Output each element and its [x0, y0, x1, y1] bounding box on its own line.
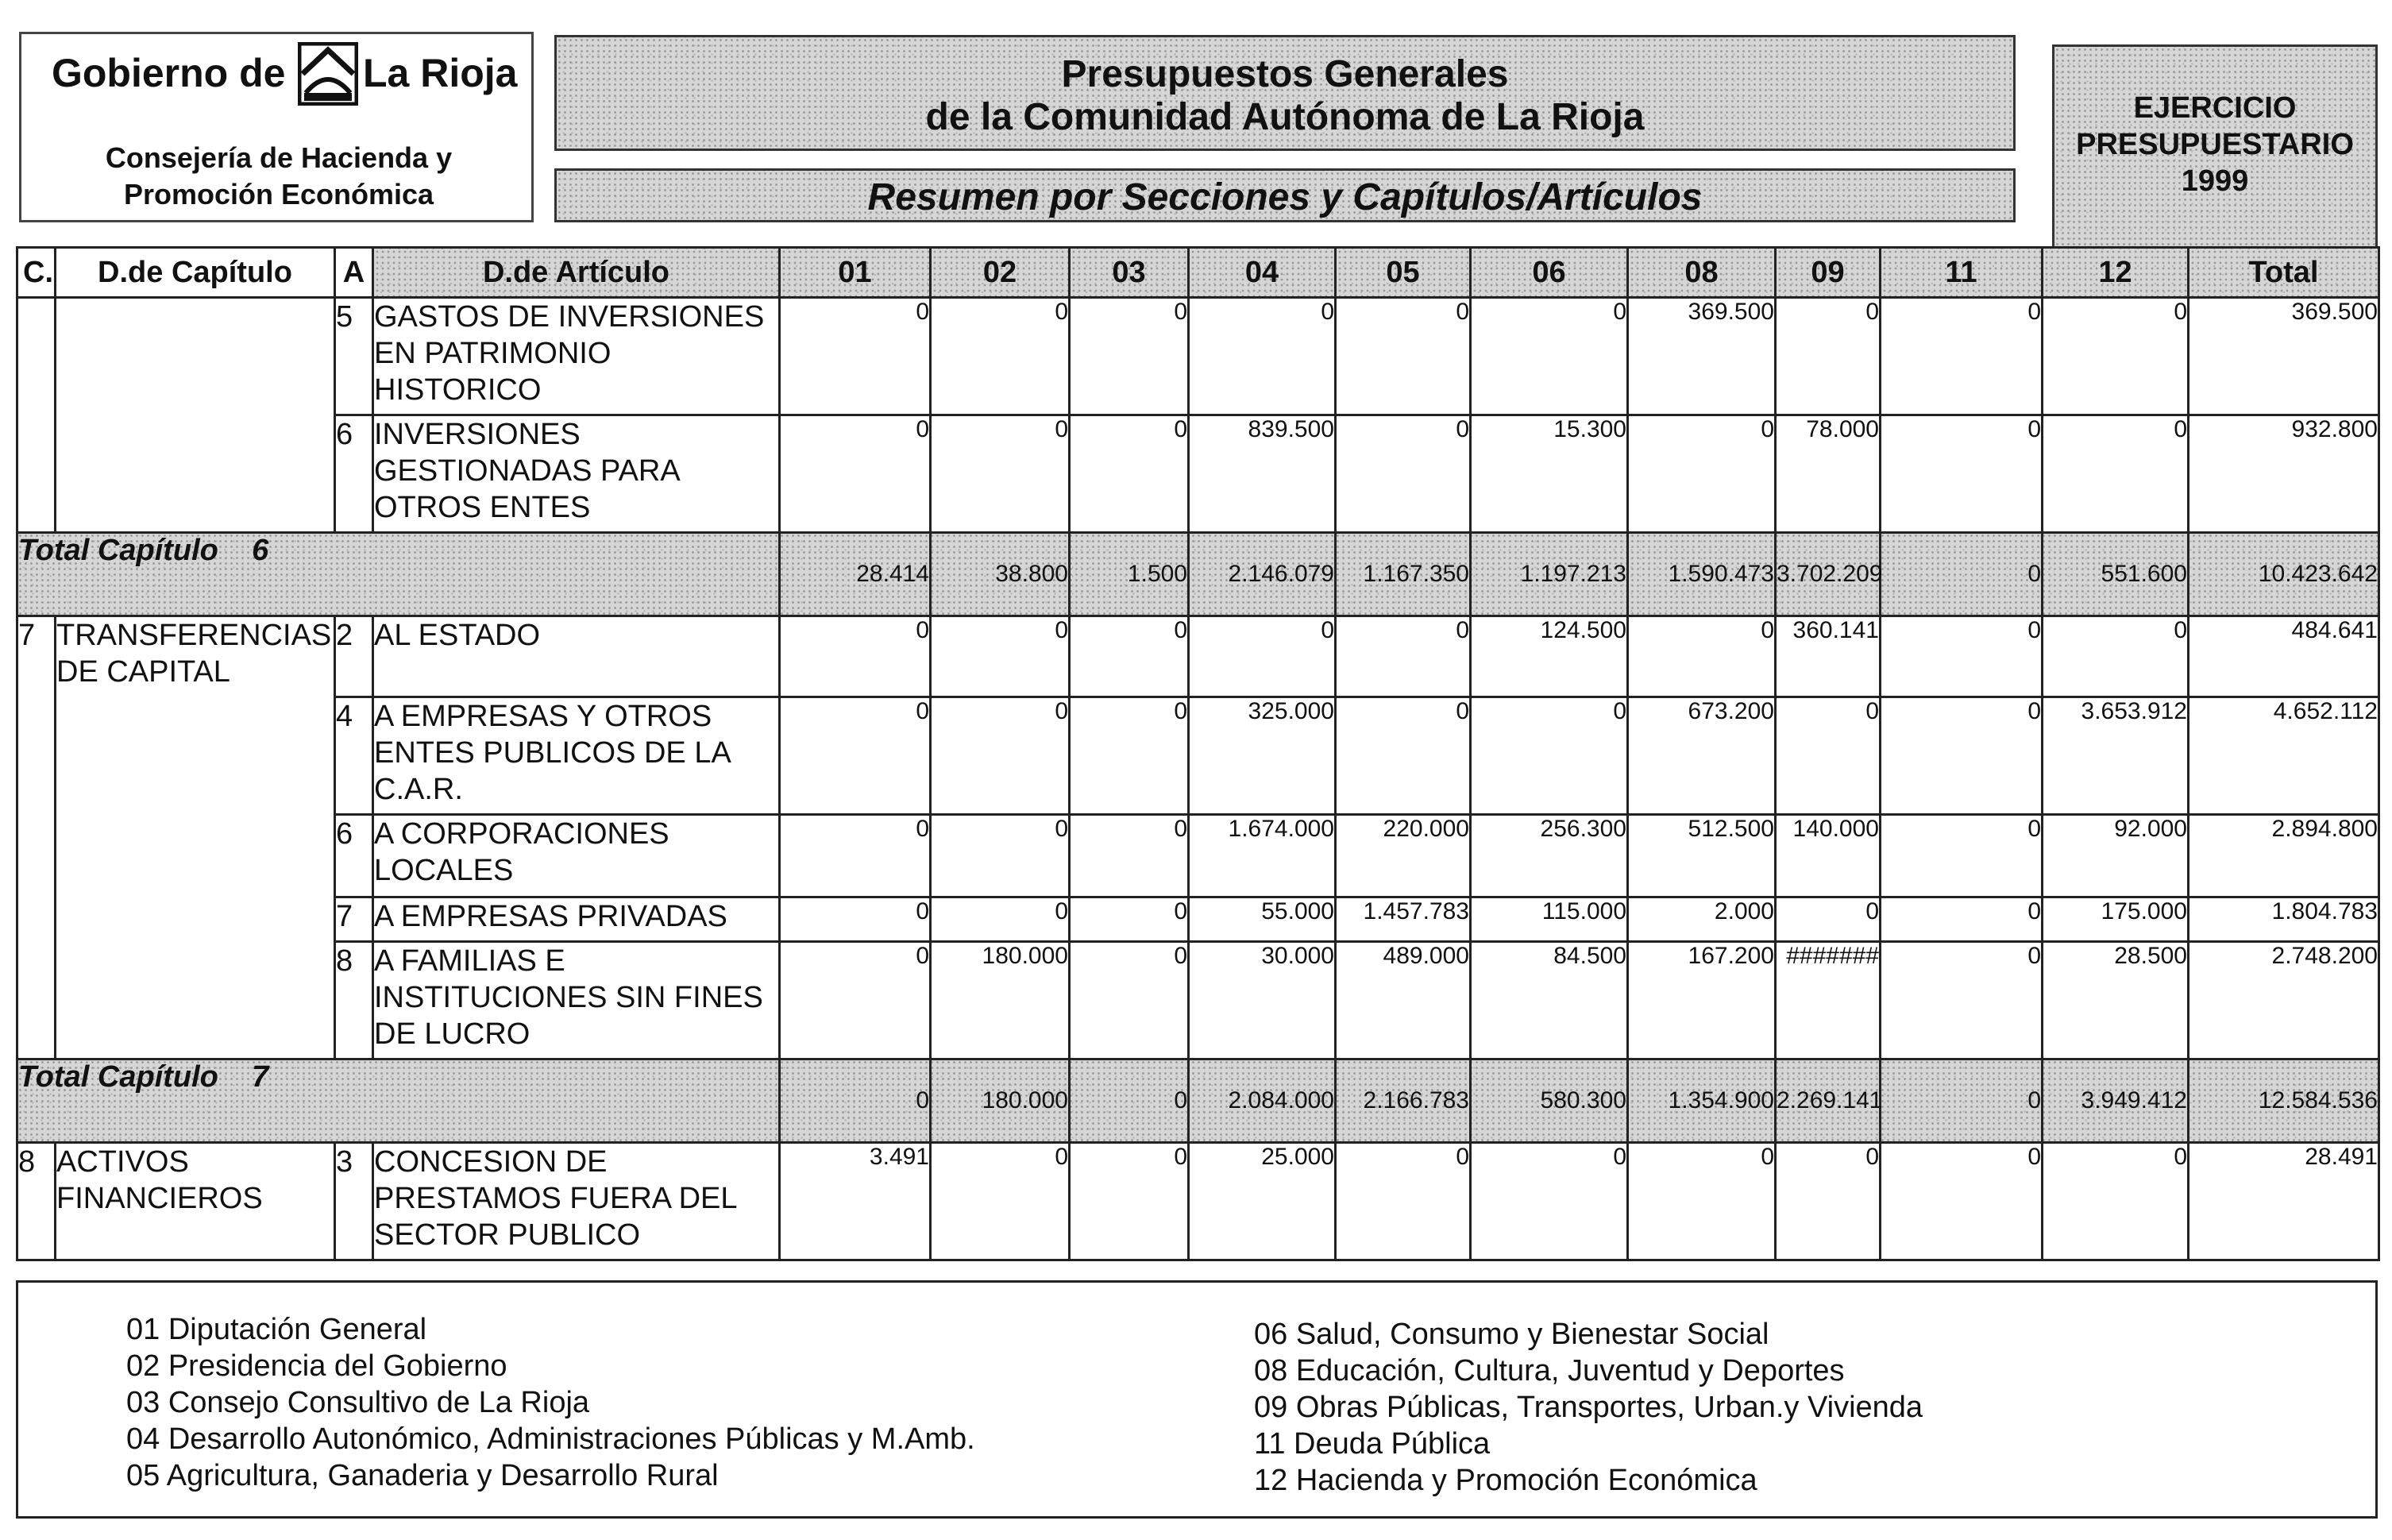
col-header-section-05: 05	[1336, 248, 1471, 298]
value-cell: 15.300	[1471, 415, 1628, 533]
value-cell: 0	[1189, 616, 1336, 697]
value-cell: 0	[931, 616, 1070, 697]
value-cell: 180.000	[931, 942, 1070, 1059]
row-total-cell: 2.748.200	[2189, 942, 2379, 1059]
articulo-code: 6	[335, 415, 373, 533]
legend-item: 12 Hacienda y Promoción Económica	[1254, 1464, 1757, 1497]
row-total-cell: 932.800	[2189, 415, 2379, 533]
capitulo-name: TRANSFERENCIAS DE CAPITAL	[56, 616, 335, 1059]
total-value-cell: 1.167.350	[1336, 533, 1471, 616]
legend-item: 11 Deuda Pública	[1254, 1427, 1491, 1461]
table-row	[17, 298, 2379, 415]
col-header-section-04: 04	[1189, 248, 1336, 298]
total-value-cell: 3.949.412	[2043, 1059, 2189, 1143]
total-value-cell: 580.300	[1471, 1059, 1628, 1143]
value-cell: 0	[1881, 616, 2043, 697]
value-cell: 1.457.783	[1336, 897, 1471, 942]
value-cell: 0	[1070, 616, 1189, 697]
table-row	[17, 815, 2379, 897]
articulo-name: A FAMILIAS E INSTITUCIONES SIN FINES DE LUCRO	[373, 942, 780, 1059]
total-value-cell: 0	[1881, 533, 2043, 616]
legend-item: 06 Salud, Consumo y Bienestar Social	[1254, 1318, 1769, 1351]
articulo-name: A EMPRESAS Y OTROS ENTES PUBLICOS DE LA C.A.R.	[373, 697, 780, 815]
col-header-section-08: 08	[1628, 248, 1776, 298]
value-cell: 115.000	[1471, 897, 1628, 942]
value-cell: 0	[931, 897, 1070, 942]
total-value-cell: 2.166.783	[1336, 1059, 1471, 1143]
header-government-block	[19, 32, 534, 222]
fiscal-year-block	[2052, 44, 2378, 253]
articulo-code: 5	[335, 298, 373, 415]
legend-item: 05 Agricultura, Ganaderia y Desarrollo Rural	[126, 1459, 719, 1492]
col-header-c: C.	[17, 248, 56, 298]
row-total-cell: 369.500	[2189, 298, 2379, 415]
legend-item: 03 Consejo Consultivo de La Rioja	[126, 1386, 590, 1419]
table-row	[17, 697, 2379, 815]
capitulo-code: 7	[17, 616, 56, 1059]
value-cell: 325.000	[1189, 697, 1336, 815]
government-region: La Rioja	[363, 51, 518, 95]
value-cell: 3.491	[780, 1143, 931, 1260]
document-title-block	[554, 35, 2016, 151]
articulo-name: A EMPRESAS PRIVADAS	[373, 897, 780, 942]
col-header-articulo: D.de Artículo	[373, 248, 780, 298]
value-cell: 0	[1881, 815, 2043, 897]
total-value-cell: 28.414	[780, 533, 931, 616]
value-cell: 0	[1070, 942, 1189, 1059]
col-header-section-11: 11	[1881, 248, 2043, 298]
row-total-cell: 2.894.800	[2189, 815, 2379, 897]
la-rioja-logo-icon	[298, 42, 358, 106]
articulo-code: 3	[335, 1143, 373, 1260]
value-cell: 360.141	[1776, 616, 1881, 697]
government-prefix: Gobierno de	[52, 51, 286, 95]
value-cell: 0	[780, 415, 931, 533]
value-cell: 0	[1070, 298, 1189, 415]
value-cell: 1.674.000	[1189, 815, 1336, 897]
value-cell: 84.500	[1471, 942, 1628, 1059]
budget-summary-table	[16, 246, 2380, 1261]
capitulo-code-cell	[17, 298, 56, 533]
col-header-total: Total	[2189, 248, 2379, 298]
value-cell: 0	[1070, 897, 1189, 942]
value-cell: 25.000	[1189, 1143, 1336, 1260]
table-row	[17, 616, 2379, 697]
value-cell: 0	[780, 815, 931, 897]
value-cell: 0	[780, 616, 931, 697]
articulo-name: A CORPORACIONES LOCALES	[373, 815, 780, 897]
articulo-name: GASTOS DE INVERSIONES EN PATRIMONIO HISTORICO	[373, 298, 780, 415]
value-cell: 0	[780, 697, 931, 815]
value-cell: 673.200	[1628, 697, 1776, 815]
value-cell: 369.500	[1628, 298, 1776, 415]
chapter-total-label: Total Capítulo 6	[17, 533, 780, 616]
value-cell: 0	[1189, 298, 1336, 415]
total-value-cell: 1.197.213	[1471, 533, 1628, 616]
document-subtitle: Resumen por Secciones y Capítulos/Artículos	[867, 176, 1703, 218]
fiscal-year: 1999	[2181, 164, 2249, 198]
legend-item: 02 Presidencia del Gobierno	[126, 1349, 507, 1383]
articulo-code: 2	[335, 616, 373, 697]
total-value-cell: 1.354.900	[1628, 1059, 1776, 1143]
value-cell: 0	[1471, 1143, 1628, 1260]
value-cell: 0	[1471, 697, 1628, 815]
table-row	[17, 1143, 2379, 1260]
value-cell: 0	[1471, 298, 1628, 415]
legend-item: 08 Educación, Cultura, Juventud y Deportes	[1254, 1354, 1845, 1388]
value-cell: 256.300	[1471, 815, 1628, 897]
value-cell: 0	[1070, 415, 1189, 533]
articulo-name: AL ESTADO	[373, 616, 780, 697]
department-line-1: Consejería de Hacienda y	[105, 141, 453, 174]
value-cell: 3.653.912	[2043, 697, 2189, 815]
table-row	[17, 942, 2379, 1059]
col-header-capitulo: D.de Capítulo	[56, 248, 335, 298]
total-value-cell: 2.084.000	[1189, 1059, 1336, 1143]
value-cell: 0	[780, 897, 931, 942]
table-header-row	[17, 248, 2379, 298]
value-cell: 0	[931, 1143, 1070, 1260]
total-value-cell: 1.590.473	[1628, 533, 1776, 616]
value-cell: 0	[1070, 815, 1189, 897]
capitulo-name: ACTIVOS FINANCIEROS	[56, 1143, 335, 1260]
chapter-grand-total: 12.584.536	[2189, 1059, 2379, 1143]
value-cell: 140.000	[1776, 815, 1881, 897]
value-cell: 220.000	[1336, 815, 1471, 897]
value-cell: 0	[1336, 1143, 1471, 1260]
total-value-cell: 0	[1070, 1059, 1189, 1143]
value-cell: 0	[1776, 897, 1881, 942]
value-cell: 0	[2043, 1143, 2189, 1260]
row-total-cell: 1.804.783	[2189, 897, 2379, 942]
total-value-cell: 2.146.079	[1189, 533, 1336, 616]
value-cell: 92.000	[2043, 815, 2189, 897]
value-cell: 0	[1070, 1143, 1189, 1260]
legend-item: 09 Obras Públicas, Transportes, Urban.y Vivienda	[1254, 1391, 1923, 1424]
section-legend	[16, 1280, 2378, 1519]
value-cell: #######	[1776, 942, 1881, 1059]
chapter-total-row	[17, 533, 2379, 616]
document-title-line-1: Presupuestos Generales	[1061, 53, 1509, 95]
value-cell: 0	[2043, 616, 2189, 697]
row-total-cell: 484.641	[2189, 616, 2379, 697]
value-cell: 28.500	[2043, 942, 2189, 1059]
chapter-total-label: Total Capítulo 7	[17, 1059, 780, 1143]
value-cell: 0	[931, 415, 1070, 533]
table-row	[17, 415, 2379, 533]
value-cell: 0	[2043, 415, 2189, 533]
total-value-cell: 180.000	[931, 1059, 1070, 1143]
articulo-code: 6	[335, 815, 373, 897]
value-cell: 0	[1336, 415, 1471, 533]
value-cell: 78.000	[1776, 415, 1881, 533]
value-cell: 0	[1776, 1143, 1881, 1260]
value-cell: 0	[1881, 298, 2043, 415]
col-header-section-06: 06	[1471, 248, 1628, 298]
value-cell: 0	[931, 298, 1070, 415]
value-cell: 30.000	[1189, 942, 1336, 1059]
fiscal-year-label-1: EJERCICIO	[2133, 91, 2297, 125]
articulo-code: 8	[335, 942, 373, 1059]
value-cell: 2.000	[1628, 897, 1776, 942]
value-cell: 167.200	[1628, 942, 1776, 1059]
total-value-cell: 3.702.209	[1776, 533, 1881, 616]
value-cell: 0	[1776, 298, 1881, 415]
value-cell: 839.500	[1189, 415, 1336, 533]
document-subtitle-block	[554, 168, 2016, 222]
value-cell: 124.500	[1471, 616, 1628, 697]
document-title-line-2: de la Comunidad Autónoma de La Rioja	[925, 96, 1645, 138]
articulo-name: INVERSIONES GESTIONADAS PARA OTROS ENTES	[373, 415, 780, 533]
capitulo-name-cell	[56, 298, 335, 533]
chapter-grand-total: 10.423.642	[2189, 533, 2379, 616]
value-cell: 55.000	[1189, 897, 1336, 942]
value-cell: 0	[1336, 298, 1471, 415]
total-value-cell: 38.800	[931, 533, 1070, 616]
total-value-cell: 1.500	[1070, 533, 1189, 616]
value-cell: 0	[780, 942, 931, 1059]
value-cell: 512.500	[1628, 815, 1776, 897]
value-cell: 0	[780, 298, 931, 415]
total-value-cell: 0	[1881, 1059, 2043, 1143]
value-cell: 175.000	[2043, 897, 2189, 942]
capitulo-code: 8	[17, 1143, 56, 1260]
articulo-name: CONCESION DE PRESTAMOS FUERA DEL SECTOR PUBLICO	[373, 1143, 780, 1260]
value-cell: 0	[1336, 616, 1471, 697]
legend-item: 01 Diputación General	[126, 1313, 427, 1346]
total-value-cell: 0	[780, 1059, 931, 1143]
fiscal-year-label-2: PRESUPUESTARIO	[2076, 128, 2354, 161]
value-cell: 0	[1881, 697, 2043, 815]
value-cell: 0	[1881, 897, 2043, 942]
value-cell: 0	[2043, 298, 2189, 415]
department-line-2: Promoción Económica	[123, 178, 434, 210]
col-header-section-02: 02	[931, 248, 1070, 298]
value-cell: 0	[1881, 415, 2043, 533]
value-cell: 0	[1881, 942, 2043, 1059]
value-cell: 0	[1776, 697, 1881, 815]
row-total-cell: 28.491	[2189, 1143, 2379, 1260]
value-cell: 489.000	[1336, 942, 1471, 1059]
col-header-section-12: 12	[2043, 248, 2189, 298]
col-header-section-03: 03	[1070, 248, 1189, 298]
table-row	[17, 897, 2379, 942]
value-cell: 0	[1628, 1143, 1776, 1260]
total-value-cell: 2.269.141	[1776, 1059, 1881, 1143]
legend-item: 04 Desarrollo Autonómico, Administraciones Públicas y M.Amb.	[126, 1422, 975, 1456]
col-header-section-01: 01	[780, 248, 931, 298]
row-total-cell: 4.652.112	[2189, 697, 2379, 815]
value-cell: 0	[1881, 1143, 2043, 1260]
value-cell: 0	[1628, 415, 1776, 533]
chapter-total-row	[17, 1059, 2379, 1143]
col-header-section-09: 09	[1776, 248, 1881, 298]
value-cell: 0	[931, 697, 1070, 815]
col-header-a: A	[335, 248, 373, 298]
articulo-code: 7	[335, 897, 373, 942]
value-cell: 0	[1628, 616, 1776, 697]
total-value-cell: 551.600	[2043, 533, 2189, 616]
value-cell: 0	[931, 815, 1070, 897]
value-cell: 0	[1070, 697, 1189, 815]
articulo-code: 4	[335, 697, 373, 815]
value-cell: 0	[1336, 697, 1471, 815]
